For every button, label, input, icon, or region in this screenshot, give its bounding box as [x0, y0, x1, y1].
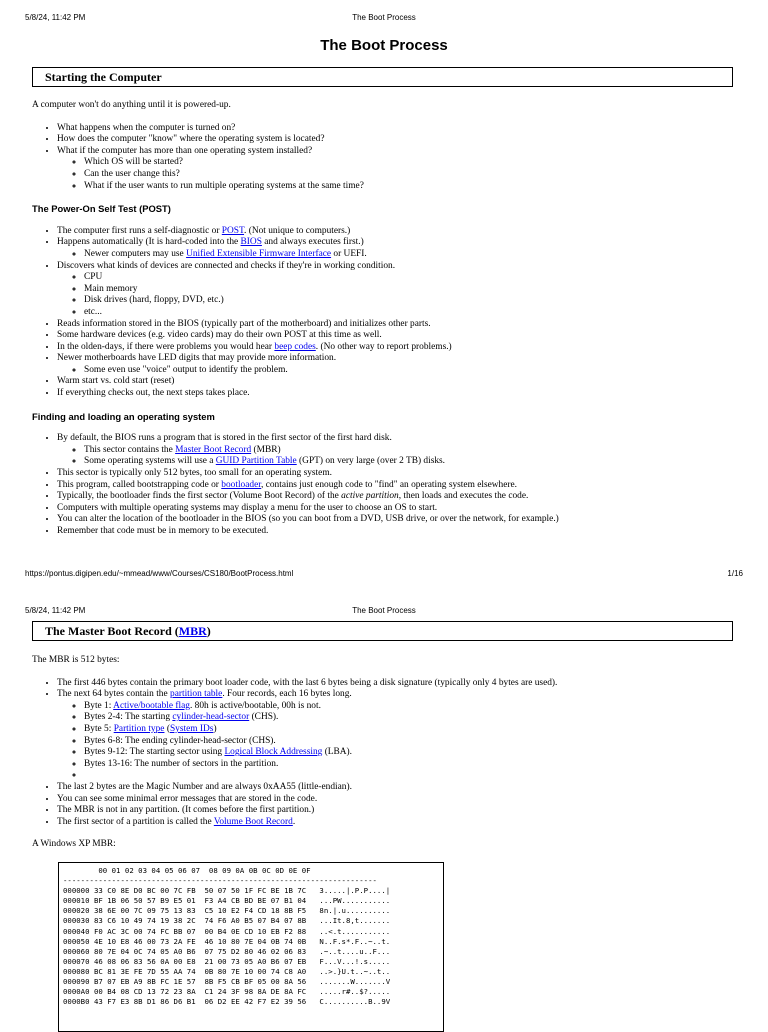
system-ids-link[interactable]: System IDs — [169, 723, 214, 734]
list-item: • What happens when the computer is turned on? — [57, 123, 732, 135]
print-url: https://pontus.digipen.edu/~mmead/www/Courses/CS180/BootProcess.html — [25, 569, 294, 578]
bootable-flag-link[interactable]: Active/bootable flag — [113, 700, 190, 711]
list-item: • How does the computer "know" where the operating system is located? — [57, 134, 732, 146]
mbr-list — [32, 678, 732, 829]
section-heading-mbr: The Master Boot Record (MBR) — [32, 621, 733, 641]
list-item: ◦ Some even use "voice" output to identify the problem. — [84, 365, 732, 377]
list-item: • You can alter the location of the bootloader in the BIOS (so you can boot from a DVD, USB drive, or over the network, for example.) — [57, 514, 732, 526]
section-heading-starting: Starting the Computer — [32, 67, 733, 87]
list-item: • If everything checks out, the next steps takes place. — [57, 388, 732, 400]
post-link[interactable]: POST — [221, 225, 245, 236]
xp-mbr-label: A Windows XP MBR: — [32, 839, 116, 850]
print-footer — [0, 569, 768, 583]
list-item-empty — [84, 770, 732, 782]
list-item: ◦ This sector contains the Master Boot Record (MBR) — [84, 445, 732, 457]
chs-link[interactable]: cylinder-head-sector — [172, 712, 250, 723]
list-item: ◦ Newer computers may use Unified Extensible Firmware Interface or UEFI. — [84, 249, 732, 261]
hexdump-box — [58, 862, 444, 1032]
intro-text: A computer won't do anything until it is powered-up. — [32, 100, 231, 110]
list-item: ◦ What if the user wants to run multiple operating systems at the same time? — [84, 181, 732, 193]
list-item: ◦ Bytes 13-16: The number of sectors in the partition. — [84, 759, 732, 771]
list-item: ◦ Some operating systems will use a GUID Partition Table (GPT) on very large (over 2 TB) disks. — [84, 456, 732, 468]
list-item: • The MBR is not in any partition. (It comes before the first partition.) — [57, 805, 732, 817]
list-item: ◦ Which OS will be started? — [84, 157, 732, 169]
list-item: • What if the computer has more than one operating system installed? ◦ Which OS will be started? ◦ Can the user change this? ◦ What if the user wants to run multiple operating systems at the same time? — [57, 146, 732, 192]
page-title: The Boot Process — [320, 37, 448, 54]
bootloader-link[interactable]: bootloader — [221, 479, 261, 490]
list-item: • Some hardware devices (e.g. video cards) may do their own POST at this time as well. — [57, 330, 732, 342]
list-item: • The computer first runs a self-diagnostic or POST. (Not unique to computers.) — [57, 226, 732, 238]
print-title: The Boot Process — [352, 606, 416, 615]
list-item: • Remember that code must be in memory to be executed. — [57, 526, 732, 538]
list-item: ◦ Main memory — [84, 284, 732, 296]
list-item: • In the olden-days, if there were problems you would hear beep codes. (No other way to report problems.) — [57, 342, 732, 354]
list-item: • You can see some minimal error messages that are stored in the code. — [57, 794, 732, 806]
list-item: • This program, called bootstrapping code or bootloader, contains just enough code to "find" an operating system elsewhere. — [57, 480, 732, 492]
print-date: 5/8/24, 11:42 PM — [25, 13, 86, 22]
print-header — [0, 13, 768, 27]
post-list — [32, 226, 732, 400]
list-item: • The next 64 bytes contain the partition table. Four records, each 16 bytes long. ◦ Byte 1: Active/bootable flag. 80h is active/bootable, 00h is not. ◦ Bytes 2-4: The starting cylinder-head-sector (CHS). ◦ Byte 5: Partition type (System IDs) ◦ Bytes 6-8: The ending cylinder-head-sector (CHS). ◦ Bytes 9-12: The starting sector using Logical Block Addressing (LBA). ◦ Bytes 13-16: The number of sectors in the partition. ◦ — [57, 689, 732, 782]
list-item: • Typically, the bootloader finds the first sector (Volume Boot Record) of the active partition, then loads and executes the code. — [57, 491, 732, 503]
section-mbr-body — [32, 655, 732, 851]
print-title: The Boot Process — [352, 13, 416, 22]
list-item: ◦ etc... — [84, 307, 732, 319]
bios-link[interactable]: BIOS — [240, 237, 262, 248]
page-number: 1/16 — [727, 569, 743, 578]
list-item: • Newer motherboards have LED digits that may provide more information. ◦ Some even use "voice" output to identify the problem. — [57, 353, 732, 376]
list-item: ◦ CPU — [84, 272, 732, 284]
list-item: • The last 2 bytes are the Magic Number and are always 0xAA55 (little-endian). — [57, 782, 732, 794]
list-item: ◦ Disk drives (hard, floppy, DVD, etc.) — [84, 295, 732, 307]
partition-table-link[interactable]: partition table — [170, 689, 223, 700]
list-item: • Computers with multiple operating systems may display a menu for the user to choose an OS to start. — [57, 503, 732, 515]
list-item: • This sector is typically only 512 bytes, too small for an operating system. — [57, 468, 732, 480]
mbr-heading-link[interactable]: MBR — [178, 624, 207, 638]
list-item: • Happens automatically (It is hard-coded into the BIOS and always executes first.) ◦ Newer computers may use Unified Extensible Firmware Interface or UEFI. — [57, 237, 732, 260]
hexdump: 00 01 02 03 04 05 06 07 08 09 0A 0B 0C 0D 0E 0F ----------------------------------------------------------------------- 000000 33 C0 8E D0 BC 00 7C FB 50 07 50 1F FC BE 1B 7C 3.....|.P.P....| 000010 BF 1B 06 50 57 B9 E5 01 F3 A4 CB BD BE 07 B1 04 ...PW........... 000020 38 6E 00 7C 09 75 13 83 C5 10 E2 F4 CD 18 8B F5 8n.|.u.......... 000030 83 C6 10 49 74 19 38 2C 74 F6 A0 B5 07 B4 07 8B ...It.8,t....... 000040 F0 AC 3C 00 74 FC BB 07 00 B4 0E CD 10 EB F2 88 ..<.t........... 000050 4E 10 E8 46 00 73 2A FE 46 10 80 7E 04 0B 74 0B N..F.s*.F..~..t. 000060 80 7E 04 0C 74 05 A0 B6 07 75 D2 80 46 02 06 83 .~..t....u..F... 000070 46 08 06 83 56 0A 00 E8 21 00 73 05 A0 B6 07 EB F...V...!.s..... 000080 BC 81 3E FE 7D 55 AA 74 0B 80 7E 10 00 74 C8 A0 ..>.}U.t..~..t.. 000090 B7 07 EB A9 8B FC 1E 57 8B F5 CB BF 05 00 8A 56 .......W.......V 0000A0 00 B4 08 CD 13 72 23 8A C1 24 3F 98 8A DE 8A FC .....r#..$?..... 0000B0 43 F7 E3 8B D1 86 D6 B1 06 D2 EE 42 F7 E2 39 56 C..........B..9V — [63, 866, 391, 1007]
section-starting-body — [32, 100, 732, 538]
list-item: ◦ Bytes 2-4: The starting cylinder-head-sector (CHS). — [84, 712, 732, 724]
list-item: ◦ Can the user change this? — [84, 169, 732, 181]
list-item: ◦ Bytes 6-8: The ending cylinder-head-sector (CHS). — [84, 736, 732, 748]
loading-list — [32, 433, 732, 537]
list-item: • The first 446 bytes contain the primary boot loader code, with the last 6 bytes being a disk signature (typically only 4 bytes are used). — [57, 678, 732, 690]
print-date: 5/8/24, 11:42 PM — [25, 606, 86, 615]
list-item: • Reads information stored in the BIOS (typically part of the motherboard) and initializes other parts. — [57, 319, 732, 331]
vbr-link[interactable]: Volume Boot Record — [213, 816, 293, 827]
post-heading: The Power-On Self Test (POST) — [32, 203, 171, 215]
list-item: ◦ Byte 1: Active/bootable flag. 80h is active/bootable, 00h is not. — [84, 701, 732, 713]
beep-codes-link[interactable]: beep codes — [274, 341, 316, 352]
loading-heading: Finding and loading an operating system — [32, 410, 215, 422]
mbr-link[interactable]: Master Boot Record — [175, 444, 252, 455]
list-item: • By default, the BIOS runs a program that is stored in the first sector of the first hard disk. ◦ This sector contains the Master Boot Record (MBR) ◦ Some operating systems will use a GUID Partition Table (GPT) on very large (over 2 TB) disks. — [57, 433, 732, 468]
list-item: • The first sector of a partition is called the Volume Boot Record. — [57, 817, 732, 829]
question-list — [32, 123, 732, 193]
list-item: • Warm start vs. cold start (reset) — [57, 376, 732, 388]
gpt-link[interactable]: GUID Partition Table — [215, 456, 297, 467]
list-item: ◦ Bytes 9-12: The starting sector using Logical Block Addressing (LBA). — [84, 747, 732, 759]
partition-type-link[interactable]: Partition type — [113, 723, 165, 734]
lba-link[interactable]: Logical Block Addressing — [224, 747, 323, 758]
list-item: • Discovers what kinds of devices are connected and checks if they're in working condition. ◦ CPU ◦ Main memory ◦ Disk drives (hard, floppy, DVD, etc.) ◦ etc... — [57, 261, 732, 319]
print-header — [0, 606, 768, 620]
mbr-intro: The MBR is 512 bytes: — [32, 655, 120, 665]
uefi-link[interactable]: Unified Extensible Firmware Interface — [186, 248, 332, 259]
list-item: ◦ Byte 5: Partition type (System IDs) — [84, 724, 732, 736]
